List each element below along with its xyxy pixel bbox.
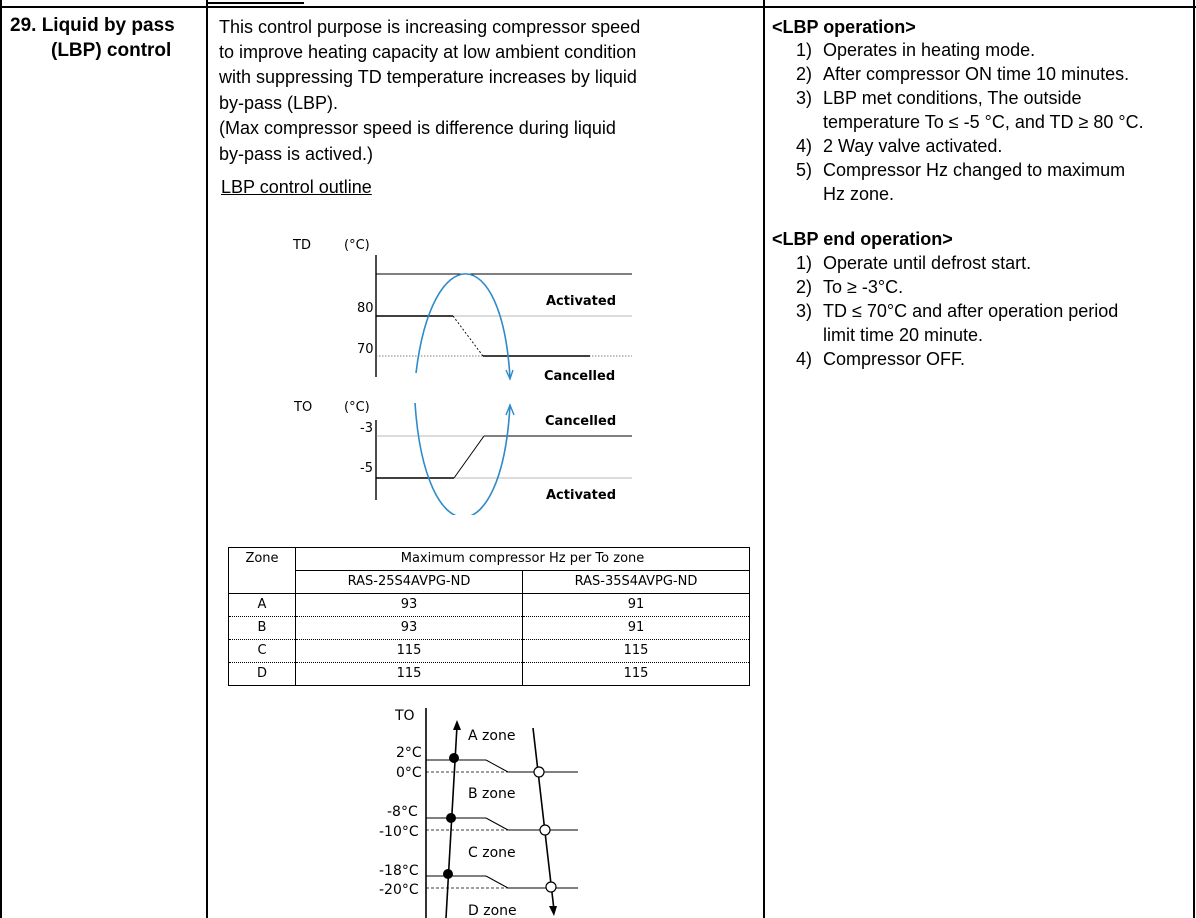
lbp-operation-heading: <LBP operation>	[772, 17, 916, 37]
td-axes	[376, 255, 632, 377]
td-cancelled-label: Cancelled	[544, 369, 616, 384]
table-row	[229, 617, 750, 640]
to-axis-label: TO	[294, 400, 313, 415]
zone-header: Zone	[229, 548, 296, 594]
col-border-1	[206, 0, 208, 918]
list-item: 3) LBP met conditions, The outside	[796, 88, 1082, 108]
td-tick-70: 70	[357, 342, 374, 357]
zone-table	[228, 547, 750, 686]
list-item: 2) To ≥ -3°C.	[796, 277, 904, 297]
to-activated-label: Activated	[546, 488, 617, 503]
list-item: 3) TD ≤ 70°C and after operation period	[796, 301, 1119, 321]
value-cell: 115	[523, 640, 750, 663]
to-tick-m3: -3	[360, 421, 373, 436]
value-cell: 115	[296, 663, 523, 686]
list-item-continuation: temperature To ≤ -5 °C, and TD ≥ 80 °C.	[823, 112, 1144, 132]
to-tick-m5: -5	[360, 461, 373, 476]
col-border-left	[0, 0, 2, 918]
description-line-3: with suppressing TD temperature increases by liquid	[219, 67, 637, 87]
value-cell: 115	[296, 640, 523, 663]
tick-2c: 2°C	[396, 745, 422, 761]
value-cell: 115	[523, 663, 750, 686]
table-row	[229, 640, 750, 663]
td-activated-label: Activated	[546, 294, 617, 309]
to-unit-label: (°C)	[344, 400, 370, 415]
section-title-line2: (LBP) control	[51, 40, 172, 61]
list-item: 4) 2 Way valve activated.	[796, 136, 1003, 156]
top-border-stub	[206, 2, 304, 4]
td-to-graph	[280, 225, 650, 515]
section-title-line1: 29. Liquid by pass	[10, 15, 175, 36]
description-line-1: This control purpose is increasing compressor speed	[219, 17, 641, 37]
zone-cell: A	[229, 594, 296, 617]
to-cancelled-label: Cancelled	[545, 414, 617, 429]
tick-m10c: -10°C	[379, 824, 419, 840]
zone-graph	[360, 700, 600, 918]
td-curve	[416, 274, 510, 378]
list-item: 4) Compressor OFF.	[796, 349, 966, 369]
td-unit-label: (°C)	[344, 238, 370, 253]
lbp-end-heading: <LBP end operation>	[772, 229, 953, 249]
lbp-end-list	[796, 251, 1118, 371]
zone-cell: D	[229, 663, 296, 686]
b-zone-label: B zone	[468, 786, 516, 802]
c-zone-label: C zone	[468, 845, 516, 861]
tick-m18c: -18°C	[379, 863, 419, 879]
list-item-continuation: limit time 20 minute.	[823, 325, 984, 345]
description-line-5: (Max compressor speed is difference during liquid	[219, 118, 616, 138]
model-1-header: RAS-25S4AVPG-ND	[296, 571, 523, 594]
outline-heading: LBP control outline	[221, 177, 372, 197]
col-border-2	[763, 0, 765, 918]
list-item: 1) Operate until defrost start.	[796, 253, 1032, 273]
description-line-2: to improve heating capacity at low ambient condition	[219, 42, 637, 62]
value-cell: 93	[296, 594, 523, 617]
zone-cell: C	[229, 640, 296, 663]
main-header: Maximum compressor Hz per To zone	[296, 548, 750, 571]
falling-arrow-icon	[549, 906, 557, 916]
list-item: 1) Operates in heating mode.	[796, 40, 1036, 60]
list-item-continuation: Hz zone.	[823, 184, 895, 204]
td-axis-label: TD	[293, 238, 311, 253]
table-row	[229, 663, 750, 686]
value-cell: 93	[296, 617, 523, 640]
a-zone-label: A zone	[468, 728, 516, 744]
to-curve	[415, 403, 510, 515]
value-cell: 91	[523, 617, 750, 640]
value-cell: 91	[523, 594, 750, 617]
list-item: 5) Compressor Hz changed to maximum	[796, 160, 1126, 180]
tick-m8c: -8°C	[387, 804, 418, 820]
list-item: 2) After compressor ON time 10 minutes.	[796, 64, 1130, 84]
description-line-6: by-pass is actived.)	[219, 144, 374, 164]
top-border	[0, 6, 1196, 8]
zone-cell: B	[229, 617, 296, 640]
model-2-header: RAS-35S4AVPG-ND	[523, 571, 750, 594]
lbp-operation-list	[796, 38, 1144, 206]
table-row	[229, 594, 750, 617]
zone-markers	[443, 753, 556, 892]
zone-axis-label: TO	[395, 708, 415, 724]
rising-arrow-icon	[453, 720, 461, 730]
description-line-4: by-pass (LBP).	[219, 93, 339, 113]
col-border-right	[1193, 0, 1195, 918]
td-tick-80: 80	[357, 301, 374, 316]
d-zone-label: D zone	[468, 903, 517, 918]
tick-m20c: -20°C	[379, 882, 419, 898]
tick-0c: 0°C	[396, 765, 422, 781]
